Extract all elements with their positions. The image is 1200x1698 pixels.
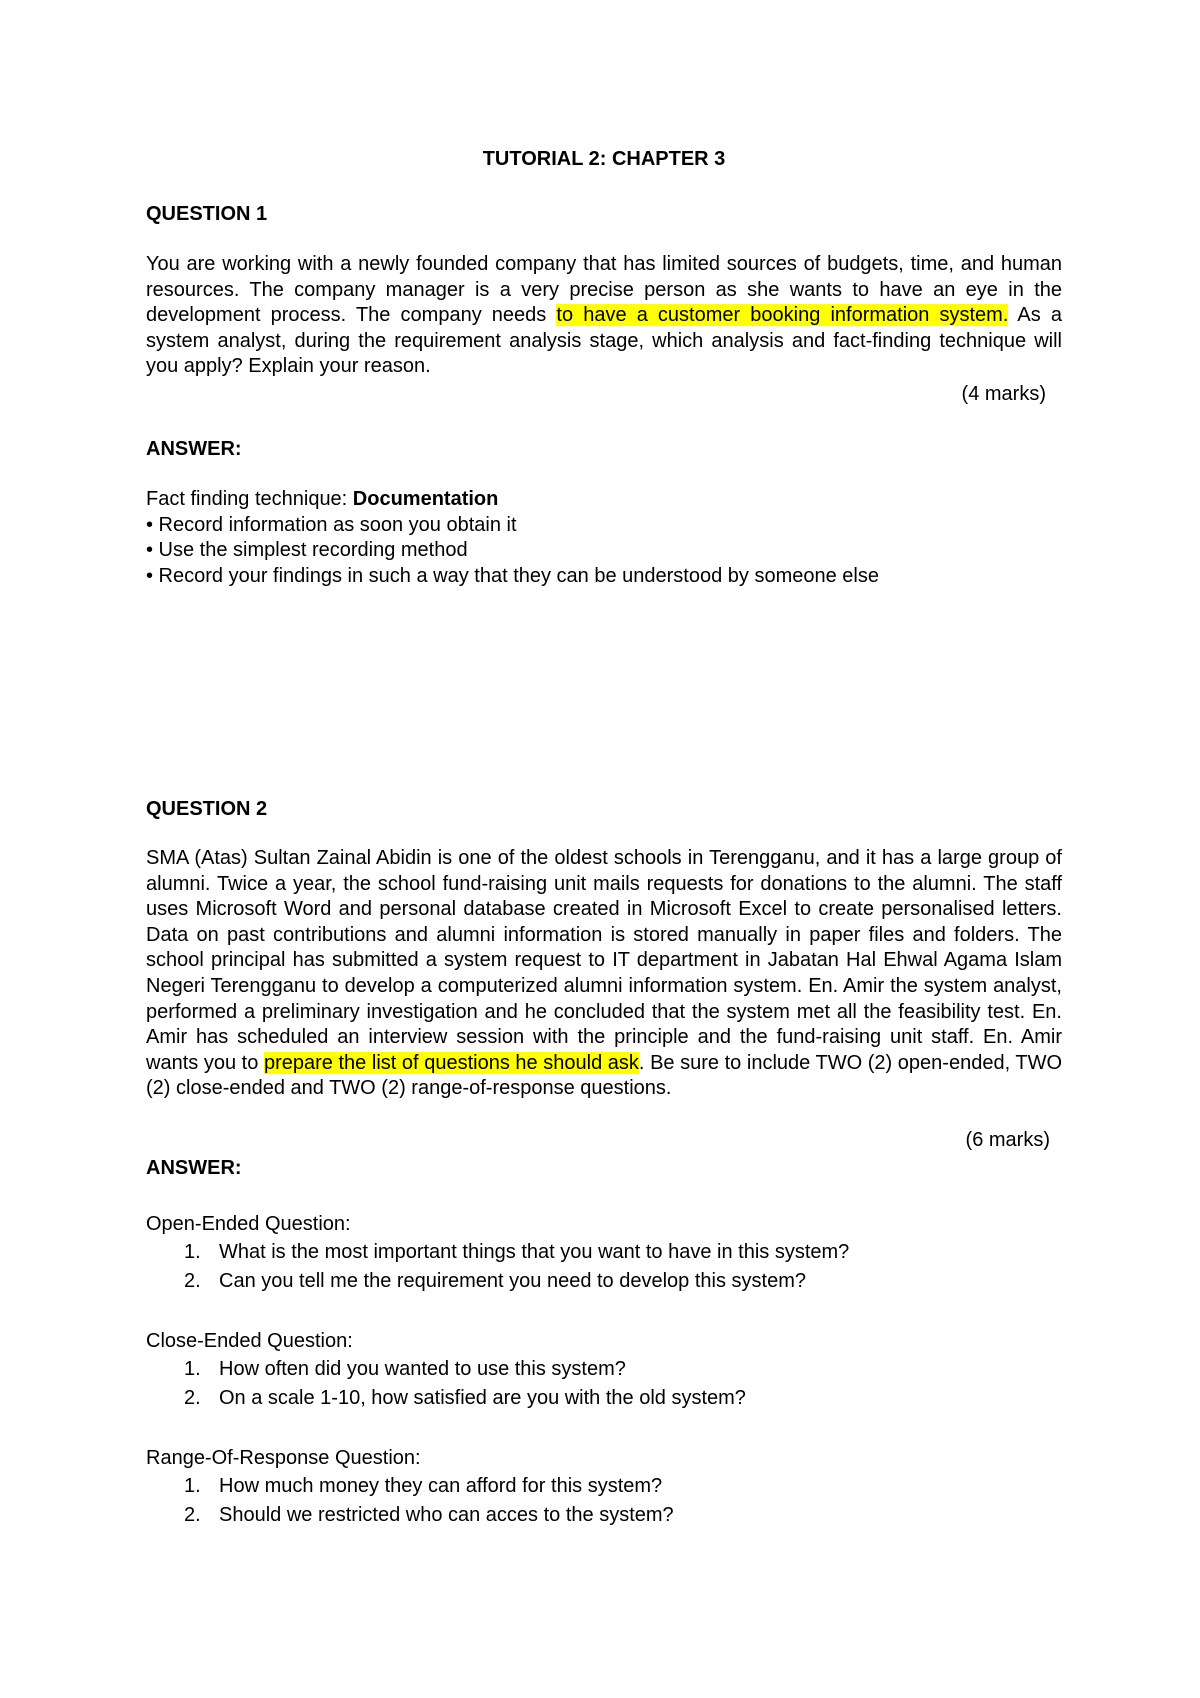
- close-ended-list: [146, 1355, 746, 1413]
- group-label-open-ended: Open-Ended Question:: [146, 1213, 351, 1235]
- range-of-response-list: [146, 1472, 674, 1530]
- technique-value: Documentation: [352, 488, 499, 510]
- question-2-heading: QUESTION 2: [146, 798, 268, 820]
- bullet-item: • Record information as soon you obtain it: [146, 514, 517, 536]
- question-1-highlight: to have a customer booking information system.: [556, 304, 1009, 327]
- question-2-marks: (6 marks): [965, 1129, 1050, 1151]
- list-number: 2.: [184, 1387, 201, 1409]
- list-item: [146, 1501, 674, 1530]
- list-text: How much money they can afford for this system?: [219, 1475, 663, 1497]
- list-number: 2.: [184, 1504, 201, 1526]
- bullet-item: • Record your findings in such a way that they can be understood by someone else: [146, 565, 879, 587]
- list-text: What is the most important things that you want to have in this system?: [219, 1241, 850, 1263]
- group-label-close-ended: Close-Ended Question:: [146, 1330, 353, 1352]
- question-2-answer-heading: ANSWER:: [146, 1157, 242, 1179]
- list-number: 2.: [184, 1270, 201, 1292]
- list-number: 1.: [184, 1358, 201, 1380]
- list-number: 1.: [184, 1241, 201, 1263]
- technique-line: [146, 487, 498, 512]
- list-item: [146, 1472, 674, 1501]
- list-item: [146, 1238, 849, 1267]
- list-text: How often did you wanted to use this system?: [219, 1358, 626, 1380]
- list-item: [146, 1267, 849, 1296]
- list-text: Should we restricted who can acces to the system?: [219, 1504, 674, 1526]
- group-label-range-of-response: Range-Of-Response Question:: [146, 1447, 421, 1469]
- question-1-text-before: You are working with a newly founded company that has limited sources of budgets, time, and human resources. The company manager is a very precise person as she wants to have an eye in the development process. The company needs: [146, 253, 1062, 327]
- list-item: [146, 1384, 746, 1413]
- question-1-answer-heading: ANSWER:: [146, 438, 242, 460]
- open-ended-list: [146, 1238, 849, 1296]
- question-1-heading: QUESTION 1: [146, 203, 268, 225]
- list-number: 1.: [184, 1475, 201, 1497]
- question-2-text-after: . Be sure to include TWO (2) open-ended, TWO (2) close-ended and TWO (2) range-of-response questions.: [146, 1051, 1063, 1100]
- question-1-text-after: As a system analyst, during the requirement analysis stage, which analysis and fact-finding technique will you apply? Explain your reason.: [146, 304, 1062, 378]
- list-text: Can you tell me the requirement you need to develop this system?: [219, 1270, 806, 1292]
- question-2-highlight: prepare the list of questions he should ask: [263, 1051, 639, 1074]
- list-text: On a scale 1-10, how satisfied are you with the old system?: [219, 1387, 746, 1409]
- question-2-text: [146, 846, 1062, 1102]
- bullet-item: • Use the simplest recording method: [146, 539, 468, 561]
- question-1-text: [146, 252, 1062, 380]
- question-1-marks: (4 marks): [961, 383, 1046, 405]
- technique-label: Fact finding technique:: [146, 488, 353, 510]
- question-2-text-before: SMA (Atas) Sultan Zainal Abidin is one of the oldest schools in Terengganu, and it has a large group of alumni. Twice a year, the school fund-raising unit mails requests for donations to the alumni. The staff uses Microsoft Word and personal database created in Microsoft Excel to create personalised letters. Data on past contributions and alumni information is stored manually in paper files and folders. The school principal has submitted a system request to IT department in Jabatan Hal Ehwal Agama Islam Negeri Terengganu to develop a computerized alumni information system. En. Amir the system analyst, performed a preliminary investigation and he concluded that the system met all the feasibility test. En. Amir has scheduled an interview session with the principle and the fund-raising unit staff. En. Amir wants you to: [146, 847, 1062, 1074]
- document-title: TUTORIAL 2: CHAPTER 3: [482, 148, 726, 170]
- list-item: [146, 1355, 746, 1384]
